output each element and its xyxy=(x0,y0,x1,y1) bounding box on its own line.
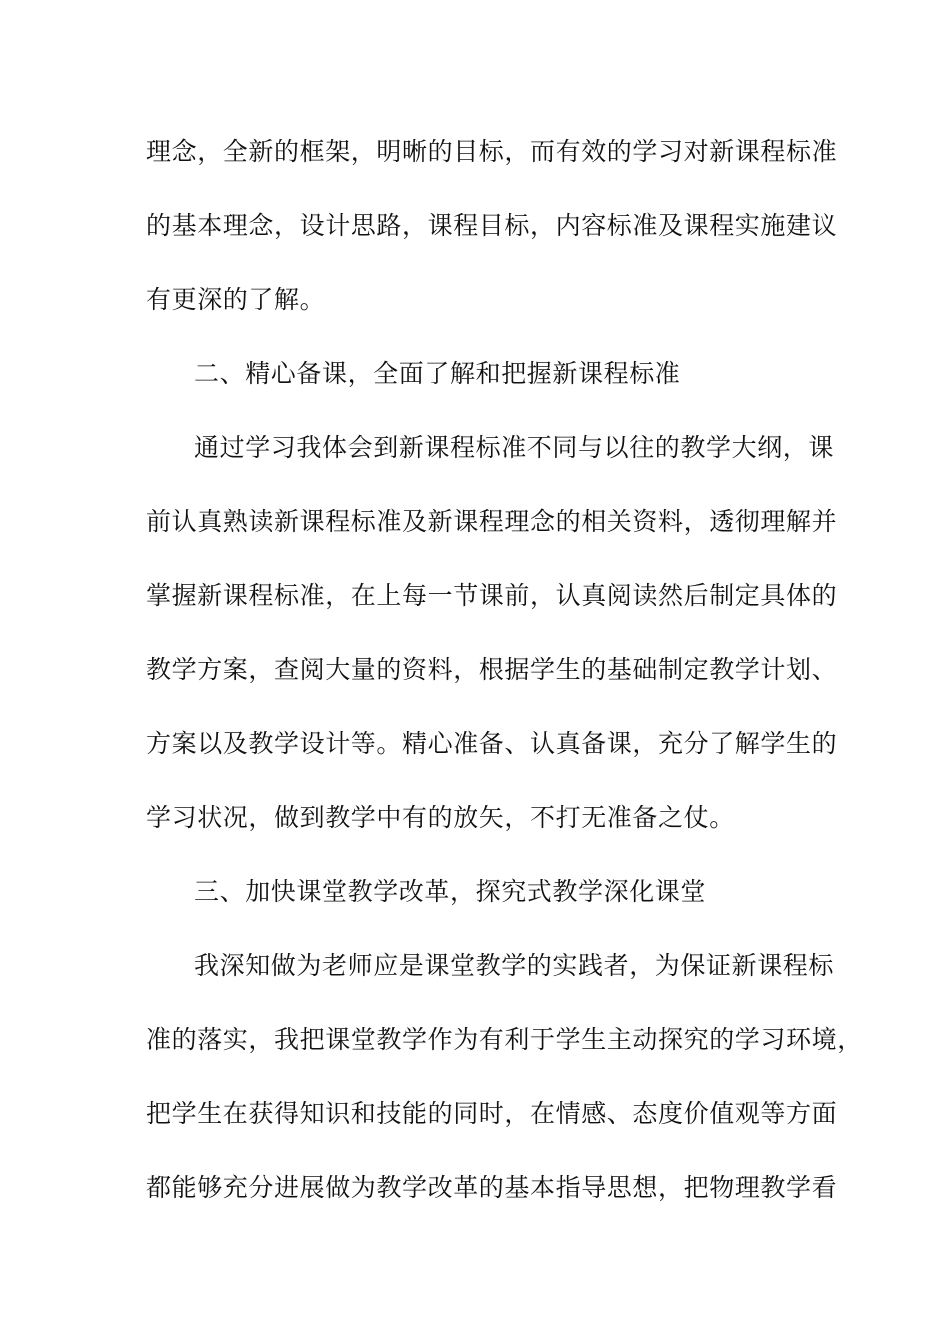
paragraph-line-4: 通过学习我体会到新课程标准不同与以往的教学大纲，课 xyxy=(194,433,835,462)
section-heading-3: 三、加快课堂教学改革，探究式教学深化课堂 xyxy=(194,877,707,906)
paragraph-line-8: 方案以及教学设计等。精心准备、认真备课，充分了解学生的 xyxy=(146,729,838,758)
paragraph-line-13: 都能够充分进展做为教学改革的基本指导思想，把物理教学看 xyxy=(146,1173,838,1202)
paragraph-line-11: 准的落实，我把课堂教学作为有利于学生主动探究的学习环境， xyxy=(146,1025,863,1054)
paragraph-line-3: 有更深的了解。 xyxy=(146,285,326,314)
paragraph-line-10: 我深知做为老师应是课堂教学的实践者，为保证新课程标 xyxy=(194,951,835,980)
section-heading-2: 二、精心备课，全面了解和把握新课程标准 xyxy=(194,359,681,388)
paragraph-line-2: 的基本理念，设计思路，课程目标，内容标准及课程实施建议 xyxy=(146,211,838,240)
paragraph-line-5: 前认真熟读新课程标准及新课程理念的相关资料，透彻理解并 xyxy=(146,507,838,536)
paragraph-line-12: 把学生在获得知识和技能的同时，在情感、态度价值观等方面 xyxy=(146,1099,838,1128)
paragraph-line-1: 理念，全新的框架，明晰的目标，而有效的学习对新课程标准 xyxy=(146,137,838,166)
paragraph-line-9: 学习状况，做到教学中有的放矢，不打无准备之仗。 xyxy=(146,803,735,832)
paragraph-line-7: 教学方案，查阅大量的资料，根据学生的基础制定教学计划、 xyxy=(146,655,838,684)
paragraph-line-6: 掌握新课程标准，在上每一节课前，认真阅读然后制定具体的 xyxy=(146,581,838,610)
